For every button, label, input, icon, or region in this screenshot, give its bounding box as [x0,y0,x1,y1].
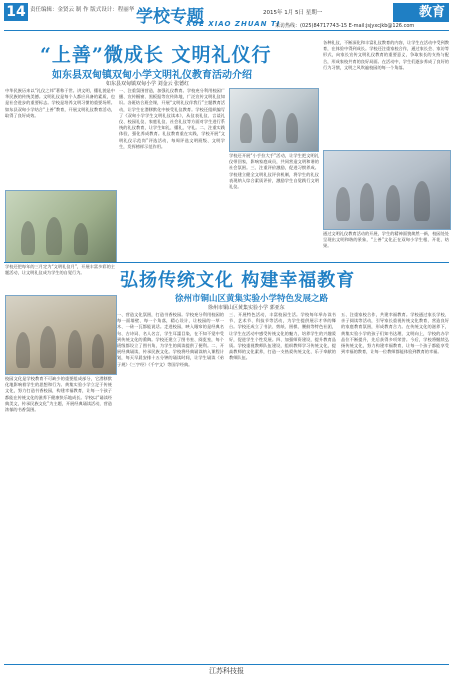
article2-column-1: 校园文化是学校教育不可缺少的重要组成部分，它潜移默化地影响着学生的思想和行为。黄集实验小学立足于传统文化，努力打造书香校园，构建幸福教育，让每一个孩子都能在传统文化的滋养下健康快乐地成长。学校以“诵读经典美文，传承民族文化”为主题，开展经典诵读活动，营造浓郁的书香氛围。 [5,376,112,413]
article1-column-4: 各种礼仪，不断深化和丰富礼仪教育的内容，让学生在活动中受到教育，在体验中得到成长。学校还注重家校合作，通过家长会、家访等形式，向家长宣传文明礼仪教育的重要意义，争取家长的支持与配合，形成家校共育的良好局面。在活动中，学生们逐步养成了良好的行为习惯，文明之风吹遍校园的每一个角落。 [323,40,449,70]
photo-figure [92,334,104,368]
article1-title: “上善”微成长 文明礼仪行 [40,44,272,66]
article1-column-2: 一、注重氛围营造，加强礼仪教育。学校充分利用校园广播、宣传橱窗、黑板报等宣传阵地，广泛宣传文明礼仪知识。各班结合班会课，开展“文明礼仪伴我行”主题教育活动，让学生在潜移默化中接受礼仪教育。学校还组织编写了《双甸小学学生文明礼仪读本》，从仪表礼仪、言谈礼仪、校园礼仪、家庭礼仪、社会礼仪等方面对学生进行系统的礼仪教育，让学生知礼、懂礼、守礼。二、注重实践体验，强化养成教育。礼仪教育重在实践，学校开展“文明礼仪示范岗”评选活动，每周评选文明班级、文明学生，发挥榜样示范作用。 [119,88,225,149]
article2-column-3: 三、开展特色活动，丰富校园生活。学校每年举办读书节、艺术节、科技节等活动，为学生提供展示才华的舞台。学校还成立了书法、剪纸、围棋、腰鼓等特色社团，让学生在活动中感受传统文化的魅力，培养学生的兴趣爱好，促进学生个性发展。四、加强师资建设，提升教育品质。学校重视教师队伍建设，组织教师学习传统文化，提高教师的文化素养，打造一支热爱传统文化、乐于奉献的教师队伍。 [229,312,336,361]
photo-figure [74,223,88,255]
contact-info: 采访热线：(025)84717743-15 E-mail:jsjyxcjkb@126.com [275,23,415,29]
photo-figure [386,185,400,221]
photo-figure [40,326,56,368]
photo-figure [360,183,374,221]
article1-photo-3 [323,150,451,230]
article1-column-5: 通过文明礼仪教育活动的开展，学生的精神面貌焕然一新，校园处处呈现出文明和谐的景象，“上善”文化正在双甸小学生根、开花、结果。 [323,231,449,249]
article2-column-4: 五、注重家校合作，共建幸福教育。学校通过家长学校、亲子阅读等活动，引导家长重视传统文化教育，营造良好的家庭教育氛围，形成教育合力。在传统文化的滋养下，黄集实验小学的孩子们知书达理、文明向上，学校的办学品位不断提升，先后获得多项荣誉。今后，学校将继续弘扬传统文化，努力构建幸福教育，让每一个孩子都能享受到幸福的教育，让每一位教师都能体验到教育的幸福。 [341,312,449,355]
article-divider [4,262,449,263]
article1-column-1b: 学校还把每年的三月定为“文明礼仪月”，开展丰富多彩的主题活动，让文明礼仪成为学生的自觉行为。 [5,264,115,276]
footer-rule [4,664,449,665]
section-title: 学校专题 [136,7,204,27]
article1-photo-2 [229,88,319,152]
photo-figure [68,330,82,368]
header-rule [4,30,449,31]
article2-column-2: 一、营造文化氛围，打造书香校园。学校充分利用校园的每一面墙壁、每一个角落，精心设计，让校园的一草一木、一砖一瓦都能说话。走进校园，映入眼帘的是经典名句、古诗词、名人名言，学生耳濡目染，在不知不觉中受到传统文化的熏陶。学校还建立了图书室、阅览室，每个班级都设立了图书角，为学生的阅读提供了便利。二、开展经典诵读，传承民族文化。学校将经典诵读纳入课程计划，每天早晨安排十五分钟的诵读时间，让学生诵读《弟子规》《三字经》《千字文》等国学经典。 [117,312,224,367]
issue-date: 2015年 1月 5日 星期一 [263,10,323,16]
page-number: 14 [4,3,28,21]
photo-figure [240,113,252,143]
article2-photo [5,295,117,375]
section-pinyin: XUE XIAO ZHUAN TI [186,20,281,28]
photo-figure [286,113,298,143]
article1-column-1: 中华民族历来以“礼仪之邦”著称于世。讲文明，懂礼貌是中华民族的传统美德。文明礼仪是每个人都应具备的素质，也是社会进步的重要标志。学校是培养文明习惯的重要场所。如东县双甸小学结合“上善”教育，开展文明礼仪教育活动，取得了良好成效。 [5,88,115,118]
article1-photo-1 [5,190,117,263]
photo-figure [46,217,62,255]
photo-figure [262,109,276,143]
edition-badge: 教育 [393,3,449,22]
article2-title: 弘扬传统文化 构建幸福教育 [120,270,356,291]
page-header [0,0,453,32]
photo-figure [336,187,350,221]
article1-column-3: 学校还开展“小手拉大手”活动，让学生把文明礼仪带回家，影响家庭成员，共同营造文明和谐的社会氛围。三、注重评价激励，促进习惯养成。学校建立健全文明礼仪评价机制，将学生的礼仪表现纳入综合素质评价，激励学生自觉践行文明礼仪。 [229,153,319,190]
editor-credits: 责任编辑：金贤云 制 作 版式设计：程丽华 [30,7,135,13]
photo-figure [21,221,35,255]
photo-figure [16,332,30,368]
page-footer [0,664,453,676]
photo-figure [414,181,430,221]
article1-subtitle: 如东县双甸镇双甸小学文明礼仪教育活动介绍 [52,70,252,81]
article2-byline: 徐州市铜山区黄集实验小学 郭亚东 [208,305,285,311]
article1-byline: 如东县双甸镇双甸小学 刘金云 张德红 [106,81,190,87]
publication-name: 江苏科技报 [209,667,244,675]
article2-subtitle: 徐州市铜山区黄集实验小学特色发展之路 [175,294,329,304]
